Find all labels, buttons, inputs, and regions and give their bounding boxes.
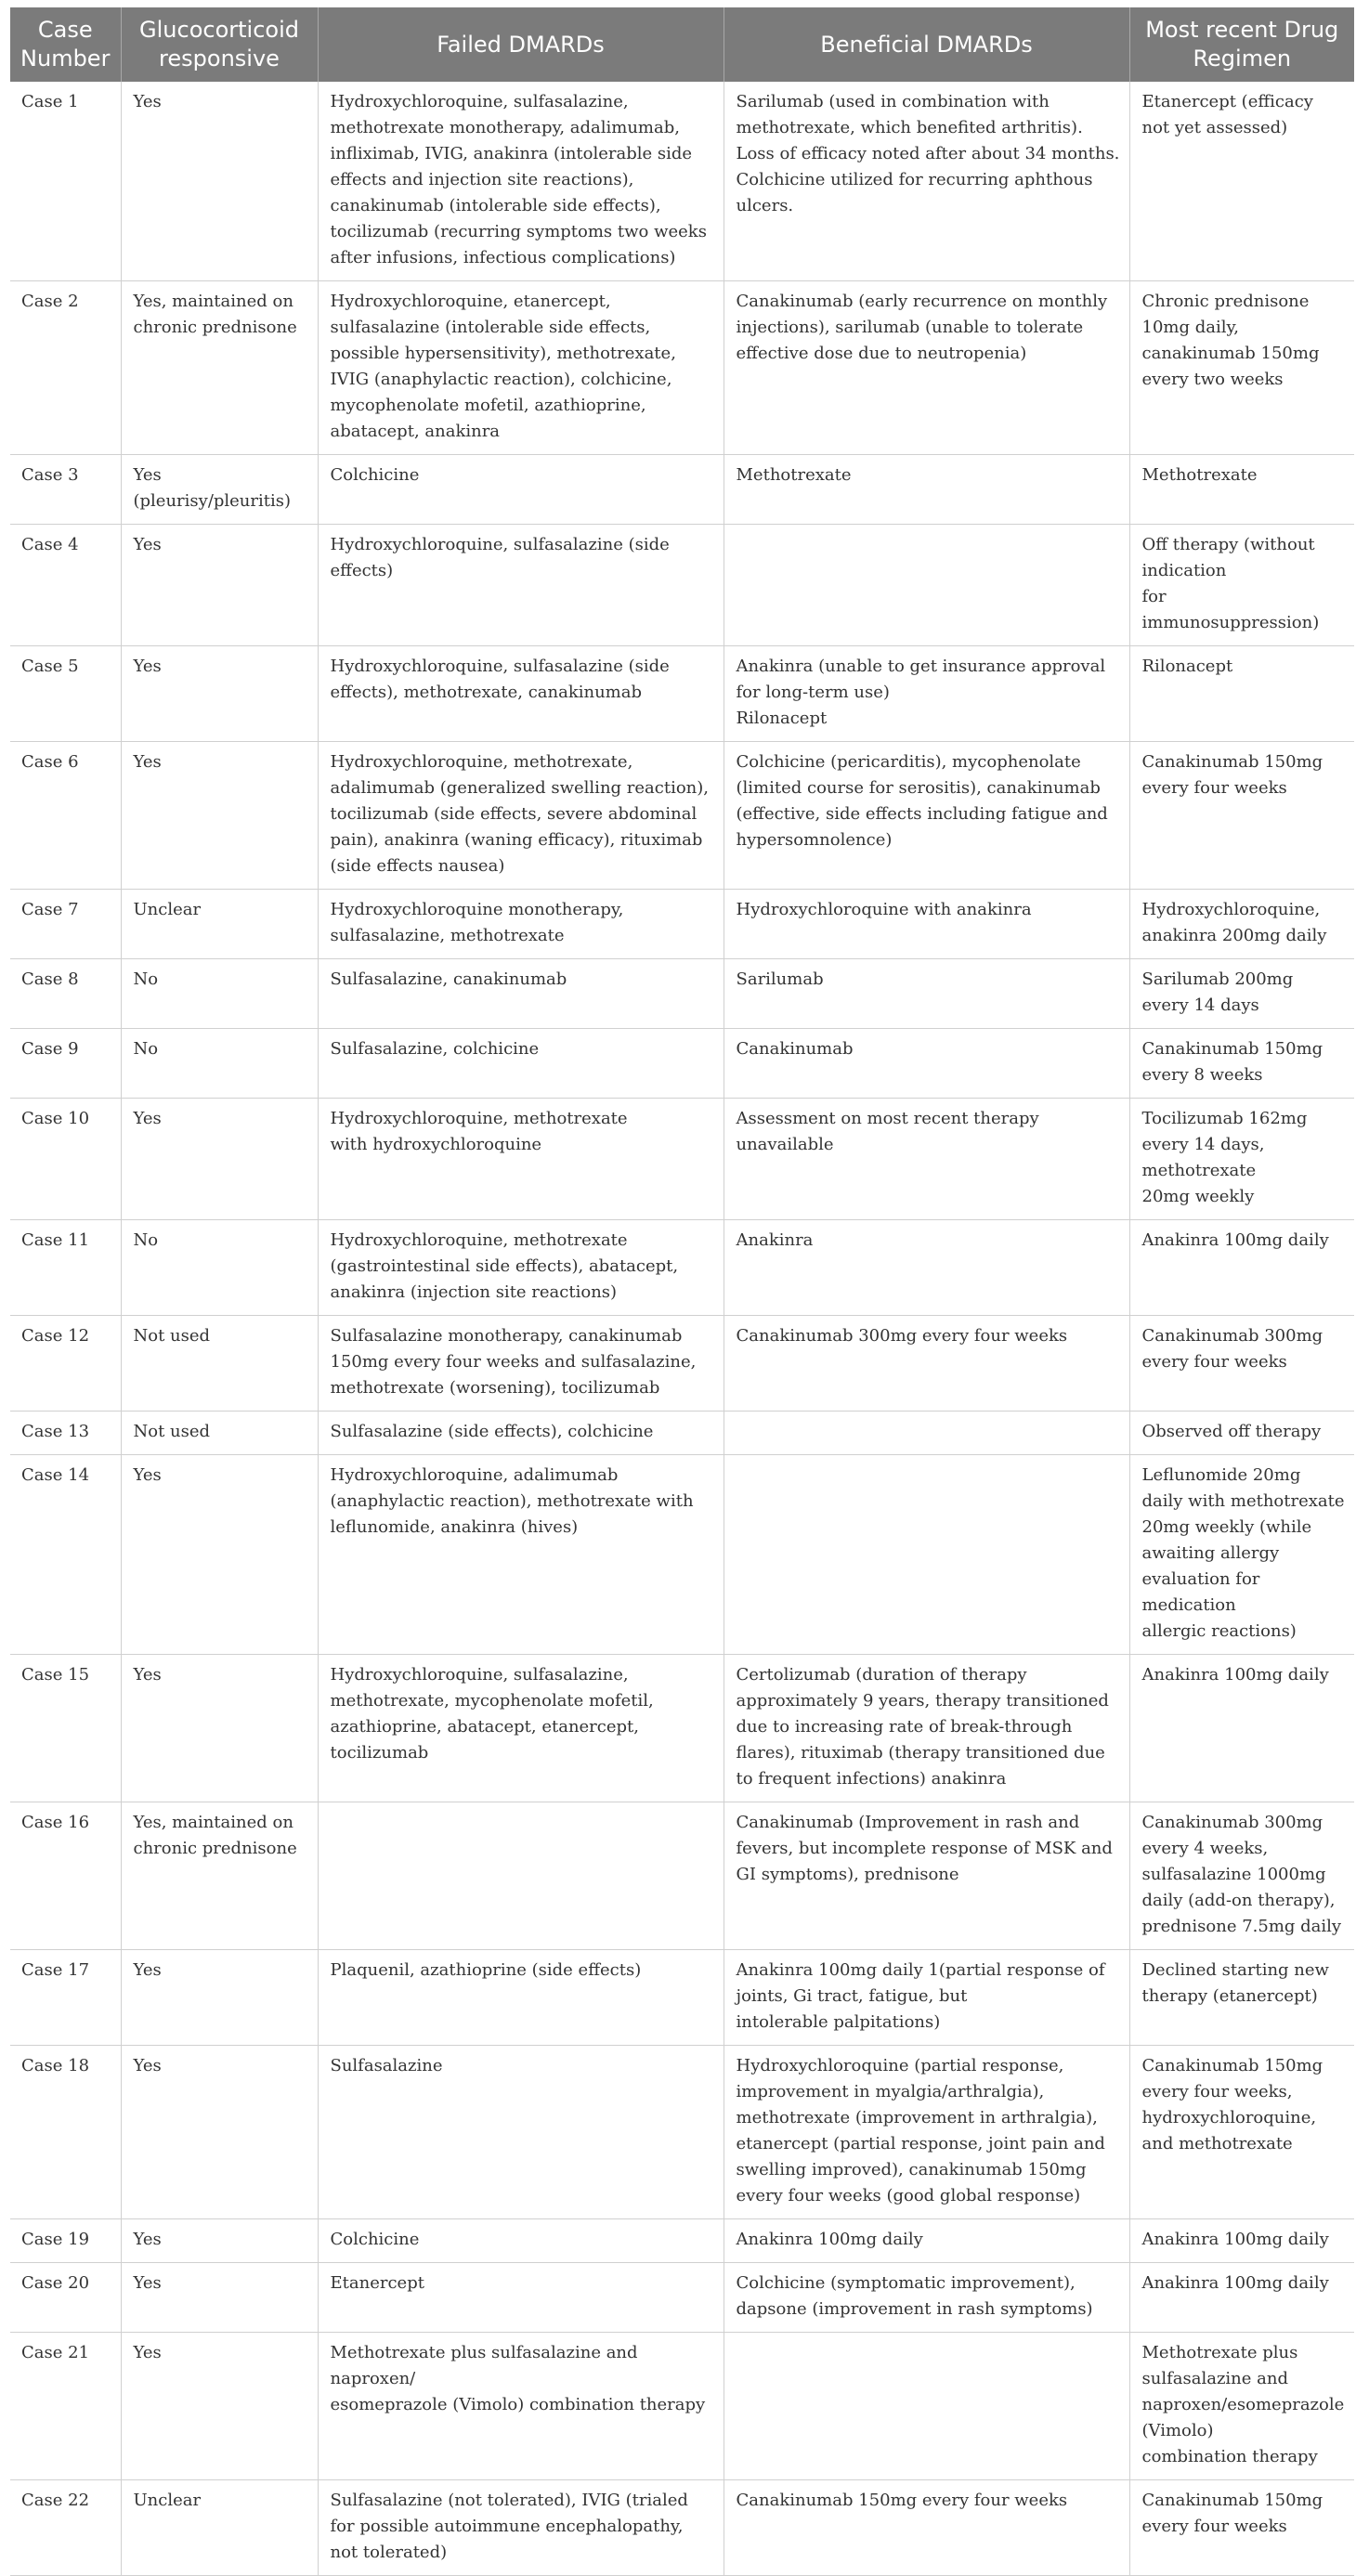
- cell-failed-dmards: Sulfasalazine (not tolerated), IVIG (trialed for possible autoimmune encephalopathy, not tolerated): [318, 2480, 724, 2576]
- cell-failed-dmards: Hydroxychloroquine, sulfasalazine, methotrexate monotherapy, adalimumab, infliximab, IVIG, anakinra (intolerable side effects and injection site reactions), canakinumab (intolerable side effects), tocilizumab (recurring symptoms two weeks after infusions, infectious complications): [318, 82, 724, 281]
- cell-glucocorticoid-responsive: No: [121, 1029, 318, 1099]
- cell-case-number: Case 15: [10, 1655, 121, 1802]
- cell-recent-regimen: Hydroxychloroquine, anakinra 200mg daily: [1129, 890, 1354, 959]
- cell-beneficial-dmards: [724, 2333, 1129, 2480]
- cell-recent-regimen: Chronic prednisone 10mg daily, canakinumab 150mg every two weeks: [1129, 281, 1354, 455]
- cell-case-number: Case 2: [10, 281, 121, 455]
- cell-recent-regimen: Anakinra 100mg daily: [1129, 1220, 1354, 1316]
- cell-glucocorticoid-responsive: Yes: [121, 742, 318, 890]
- cell-glucocorticoid-responsive: Yes: [121, 1950, 318, 2046]
- cell-beneficial-dmards: Sarilumab (used in combination with methotrexate, which benefited arthritis). Loss of efficacy noted after about 34 months. Colchicine utilized for recurring aphthous ulcers.: [724, 82, 1129, 281]
- cell-recent-regimen: Declined starting new therapy (etanercept): [1129, 1950, 1354, 2046]
- cell-glucocorticoid-responsive: Yes: [121, 2219, 318, 2263]
- cell-beneficial-dmards: Canakinumab 150mg every four weeks: [724, 2480, 1129, 2576]
- cell-failed-dmards: Etanercept: [318, 2263, 724, 2333]
- cell-glucocorticoid-responsive: Unclear: [121, 2480, 318, 2576]
- cell-case-number: Case 16: [10, 1802, 121, 1950]
- cell-glucocorticoid-responsive: Yes, maintained on chronic prednisone: [121, 281, 318, 455]
- cell-case-number: Case 18: [10, 2046, 121, 2219]
- table-row: [10, 1220, 1354, 1316]
- cell-case-number: Case 9: [10, 1029, 121, 1099]
- table-row: [10, 1029, 1354, 1099]
- cell-case-number: Case 1: [10, 82, 121, 281]
- header-beneficial-dmards: Beneficial DMARDs: [724, 7, 1129, 82]
- cell-failed-dmards: Hydroxychloroquine, methotrexate with hydroxychloroquine: [318, 1099, 724, 1220]
- cell-failed-dmards: Methotrexate plus sulfasalazine and naproxen/ esomeprazole (Vimolo) combination therapy: [318, 2333, 724, 2480]
- table-row: [10, 525, 1354, 646]
- cell-glucocorticoid-responsive: Yes: [121, 1655, 318, 1802]
- cell-failed-dmards: Sulfasalazine, colchicine: [318, 1029, 724, 1099]
- cell-glucocorticoid-responsive: Unclear: [121, 890, 318, 959]
- header-glucocorticoid-responsive: Glucocorticoid responsive: [121, 7, 318, 82]
- cell-failed-dmards: [318, 1802, 724, 1950]
- cell-recent-regimen: Etanercept (efficacy not yet assessed): [1129, 82, 1354, 281]
- cell-beneficial-dmards: [724, 525, 1129, 646]
- cell-failed-dmards: Sulfasalazine (side effects), colchicine: [318, 1412, 724, 1455]
- cell-beneficial-dmards: Colchicine (pericarditis), mycophenolate (limited course for serositis), canakinumab (effective, side effects including fatigue and hypersomnolence): [724, 742, 1129, 890]
- cell-recent-regimen: Canakinumab 150mg every four weeks: [1129, 2480, 1354, 2576]
- cell-beneficial-dmards: Sarilumab: [724, 959, 1129, 1029]
- cell-beneficial-dmards: Methotrexate: [724, 455, 1129, 525]
- cell-beneficial-dmards: Hydroxychloroquine (partial response, improvement in myalgia/arthralgia), methotrexate (improvement in arthralgia), etanercept (partial response, joint pain and swelling improved), canakinumab 150mg every four weeks (good global response): [724, 2046, 1129, 2219]
- cell-failed-dmards: Hydroxychloroquine, sulfasalazine, methotrexate, mycophenolate mofetil, azathioprine, abatacept, etanercept, tocilizumab: [318, 1655, 724, 1802]
- cell-failed-dmards: Hydroxychloroquine, methotrexate (gastrointestinal side effects), abatacept, anakinra (injection site reactions): [318, 1220, 724, 1316]
- cell-case-number: Case 17: [10, 1950, 121, 2046]
- cell-case-number: Case 22: [10, 2480, 121, 2576]
- cell-recent-regimen: Rilonacept: [1129, 646, 1354, 742]
- cell-failed-dmards: Sulfasalazine monotherapy, canakinumab 150mg every four weeks and sulfasalazine, methotrexate (worsening), tocilizumab: [318, 1316, 724, 1412]
- cell-case-number: Case 8: [10, 959, 121, 1029]
- cell-failed-dmards: Hydroxychloroquine, sulfasalazine (side effects), methotrexate, canakinumab: [318, 646, 724, 742]
- cell-recent-regimen: Methotrexate: [1129, 455, 1354, 525]
- cell-beneficial-dmards: Hydroxychloroquine with anakinra: [724, 890, 1129, 959]
- table-body: [10, 82, 1354, 2576]
- cell-failed-dmards: Colchicine: [318, 455, 724, 525]
- cell-beneficial-dmards: Colchicine (symptomatic improvement), dapsone (improvement in rash symptoms): [724, 2263, 1129, 2333]
- cell-recent-regimen: Canakinumab 300mg every four weeks: [1129, 1316, 1354, 1412]
- cell-case-number: Case 19: [10, 2219, 121, 2263]
- cell-glucocorticoid-responsive: Yes: [121, 525, 318, 646]
- cell-beneficial-dmards: [724, 1455, 1129, 1655]
- table-row: [10, 1412, 1354, 1455]
- cell-glucocorticoid-responsive: Yes: [121, 1099, 318, 1220]
- cell-beneficial-dmards: Canakinumab 300mg every four weeks: [724, 1316, 1129, 1412]
- cell-beneficial-dmards: Certolizumab (duration of therapy approximately 9 years, therapy transitioned due to increasing rate of break-through flares), rituximab (therapy transitioned due to frequent infections) anakinra: [724, 1655, 1129, 1802]
- cell-glucocorticoid-responsive: Yes, maintained on chronic prednisone: [121, 1802, 318, 1950]
- table-row: [10, 82, 1354, 281]
- cell-failed-dmards: Colchicine: [318, 2219, 724, 2263]
- cell-beneficial-dmards: Anakinra (unable to get insurance approval for long-term use) Rilonacept: [724, 646, 1129, 742]
- cell-recent-regimen: Canakinumab 300mg every 4 weeks, sulfasalazine 1000mg daily (add-on therapy), prednisone 7.5mg daily: [1129, 1802, 1354, 1950]
- cell-recent-regimen: Canakinumab 150mg every four weeks, hydroxychloroquine, and methotrexate: [1129, 2046, 1354, 2219]
- cell-beneficial-dmards: Anakinra 100mg daily: [724, 2219, 1129, 2263]
- cell-glucocorticoid-responsive: Not used: [121, 1412, 318, 1455]
- cell-recent-regimen: Tocilizumab 162mg every 14 days, methotrexate 20mg weekly: [1129, 1099, 1354, 1220]
- table-row: [10, 281, 1354, 455]
- cell-beneficial-dmards: Canakinumab (Improvement in rash and fevers, but incomplete response of MSK and GI symptoms), prednisone: [724, 1802, 1129, 1950]
- cell-beneficial-dmards: Canakinumab (early recurrence on monthly injections), sarilumab (unable to tolerate effective dose due to neutropenia): [724, 281, 1129, 455]
- cell-case-number: Case 10: [10, 1099, 121, 1220]
- table-row: [10, 2480, 1354, 2576]
- cell-case-number: Case 4: [10, 525, 121, 646]
- table-row: [10, 1802, 1354, 1950]
- table-container: [10, 7, 1354, 2576]
- cell-recent-regimen: Off therapy (without indication for immunosuppression): [1129, 525, 1354, 646]
- cell-case-number: Case 14: [10, 1455, 121, 1655]
- cell-failed-dmards: Hydroxychloroquine monotherapy, sulfasalazine, methotrexate: [318, 890, 724, 959]
- cell-recent-regimen: Canakinumab 150mg every 8 weeks: [1129, 1029, 1354, 1099]
- cell-recent-regimen: Anakinra 100mg daily: [1129, 2263, 1354, 2333]
- cell-case-number: Case 3: [10, 455, 121, 525]
- cell-failed-dmards: Sulfasalazine: [318, 2046, 724, 2219]
- cell-glucocorticoid-responsive: Yes: [121, 2263, 318, 2333]
- cell-glucocorticoid-responsive: Yes: [121, 1455, 318, 1655]
- table-row: [10, 1655, 1354, 1802]
- cell-recent-regimen: Anakinra 100mg daily: [1129, 1655, 1354, 1802]
- cell-failed-dmards: Hydroxychloroquine, adalimumab (anaphylactic reaction), methotrexate with leflunomide, anakinra (hives): [318, 1455, 724, 1655]
- table-row: [10, 2219, 1354, 2263]
- cell-case-number: Case 5: [10, 646, 121, 742]
- cell-glucocorticoid-responsive: No: [121, 1220, 318, 1316]
- table-row: [10, 890, 1354, 959]
- cell-beneficial-dmards: Anakinra 100mg daily 1(partial response of joints, Gi tract, fatigue, but intolerable palpitations): [724, 1950, 1129, 2046]
- cell-recent-regimen: Canakinumab 150mg every four weeks: [1129, 742, 1354, 890]
- cell-case-number: Case 6: [10, 742, 121, 890]
- table-row: [10, 742, 1354, 890]
- header-row: [10, 7, 1354, 82]
- cell-case-number: Case 7: [10, 890, 121, 959]
- cell-case-number: Case 12: [10, 1316, 121, 1412]
- cell-glucocorticoid-responsive: Yes: [121, 82, 318, 281]
- cell-failed-dmards: Sulfasalazine, canakinumab: [318, 959, 724, 1029]
- cell-recent-regimen: Sarilumab 200mg every 14 days: [1129, 959, 1354, 1029]
- dmard-case-table: [10, 7, 1354, 2576]
- cell-case-number: Case 20: [10, 2263, 121, 2333]
- table-row: [10, 1316, 1354, 1412]
- cell-glucocorticoid-responsive: Yes (pleurisy/pleuritis): [121, 455, 318, 525]
- cell-recent-regimen: Observed off therapy: [1129, 1412, 1354, 1455]
- cell-case-number: Case 11: [10, 1220, 121, 1316]
- header-case-number: Case Number: [10, 7, 121, 82]
- table-row: [10, 1950, 1354, 2046]
- cell-beneficial-dmards: Anakinra: [724, 1220, 1129, 1316]
- table-row: [10, 2333, 1354, 2480]
- table-header: [10, 7, 1354, 82]
- table-row: [10, 2263, 1354, 2333]
- table-row: [10, 959, 1354, 1029]
- cell-case-number: Case 13: [10, 1412, 121, 1455]
- table-row: [10, 1099, 1354, 1220]
- table-row: [10, 646, 1354, 742]
- table-row: [10, 1455, 1354, 1655]
- table-row: [10, 2046, 1354, 2219]
- header-failed-dmards: Failed DMARDs: [318, 7, 724, 82]
- cell-case-number: Case 21: [10, 2333, 121, 2480]
- cell-failed-dmards: Plaquenil, azathioprine (side effects): [318, 1950, 724, 2046]
- cell-glucocorticoid-responsive: Yes: [121, 2046, 318, 2219]
- cell-glucocorticoid-responsive: Not used: [121, 1316, 318, 1412]
- cell-failed-dmards: Hydroxychloroquine, sulfasalazine (side effects): [318, 525, 724, 646]
- cell-failed-dmards: Hydroxychloroquine, etanercept, sulfasalazine (intolerable side effects, possible hypersensitivity), methotrexate, IVIG (anaphylactic reaction), colchicine, mycophenolate mofetil, azathioprine, abatacept, anakinra: [318, 281, 724, 455]
- cell-glucocorticoid-responsive: Yes: [121, 2333, 318, 2480]
- cell-failed-dmards: Hydroxychloroquine, methotrexate, adalimumab (generalized swelling reaction), tocilizumab (side effects, severe abdominal pain), anakinra (waning efficacy), rituximab (side effects nausea): [318, 742, 724, 890]
- header-recent-regimen: Most recent Drug Regimen: [1129, 7, 1354, 82]
- cell-beneficial-dmards: Assessment on most recent therapy unavailable: [724, 1099, 1129, 1220]
- cell-recent-regimen: Leflunomide 20mg daily with methotrexate 20mg weekly (while awaiting allergy evaluation for medication allergic reactions): [1129, 1455, 1354, 1655]
- cell-recent-regimen: Anakinra 100mg daily: [1129, 2219, 1354, 2263]
- table-row: [10, 455, 1354, 525]
- cell-beneficial-dmards: Canakinumab: [724, 1029, 1129, 1099]
- cell-glucocorticoid-responsive: Yes: [121, 646, 318, 742]
- cell-glucocorticoid-responsive: No: [121, 959, 318, 1029]
- cell-beneficial-dmards: [724, 1412, 1129, 1455]
- cell-recent-regimen: Methotrexate plus sulfasalazine and naproxen/esomeprazole (Vimolo) combination therapy: [1129, 2333, 1354, 2480]
